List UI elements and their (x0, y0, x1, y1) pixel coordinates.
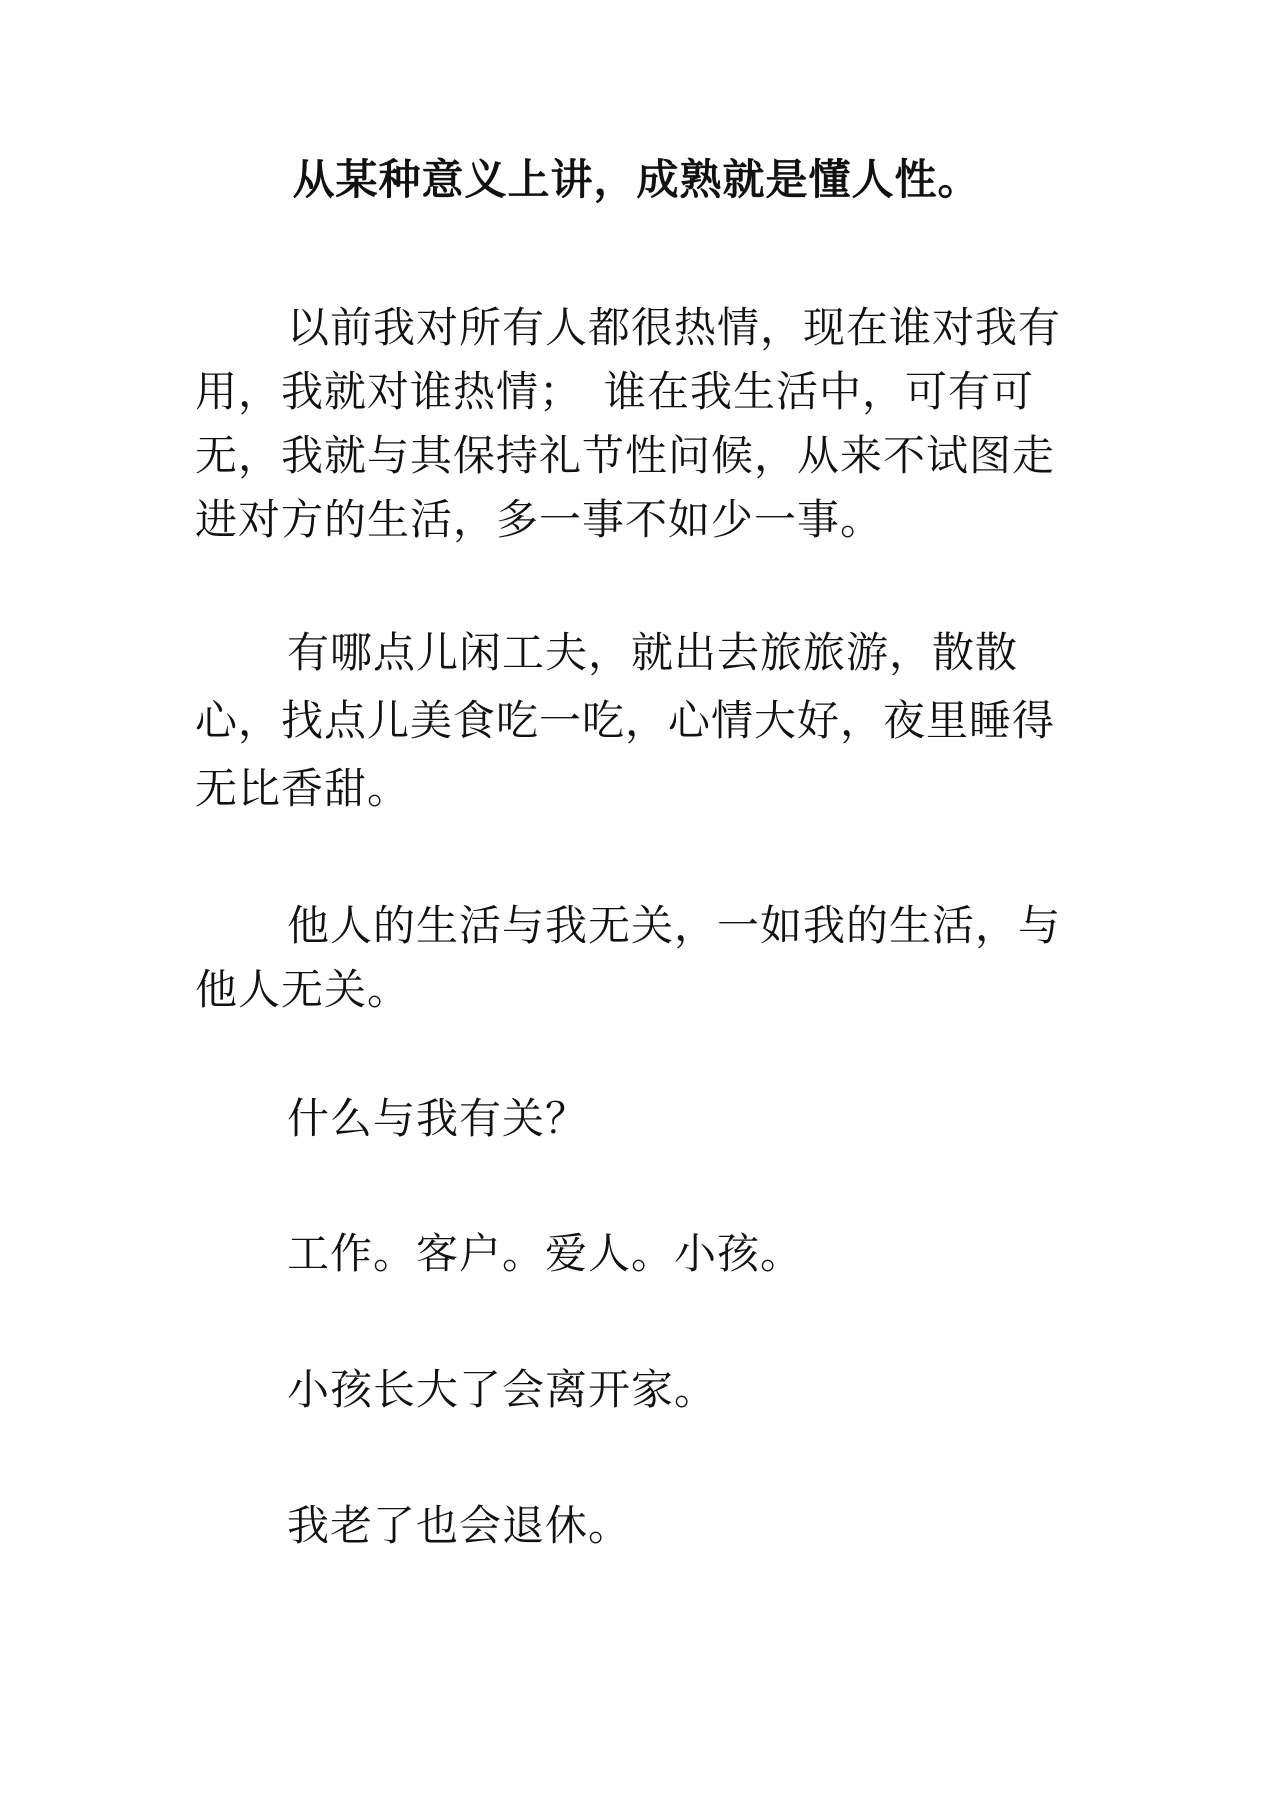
paragraph-5: 工作。客户。爱人。小孩。 (287, 1229, 804, 1278)
paragraph-1: 以前我对所有人都很热情，现在谁对我有用，我就对谁热情； 谁在我生活中，可有可无，我就与其保持礼节性问候，从来不试图走进对方的生活，多一事不如少一事。 (195, 303, 1062, 544)
paragraph-3: 他人的生活与我无关，一如我的生活，与他人无关。 (195, 901, 1062, 1014)
page-title: 从某种意义上讲，成熟就是懂人性。 (292, 155, 981, 204)
paragraph-7: 我老了也会退休。 (287, 1501, 632, 1550)
paragraph-4: 什么与我有关？ (287, 1094, 589, 1143)
paragraph-2: 有哪点儿闲工夫，就出去旅旅游，散散心，找点儿美食吃一吃，心情大好，夜里睡得无比香甜。 (195, 628, 1056, 813)
paragraph-6: 小孩长大了会离开家。 (287, 1365, 718, 1414)
